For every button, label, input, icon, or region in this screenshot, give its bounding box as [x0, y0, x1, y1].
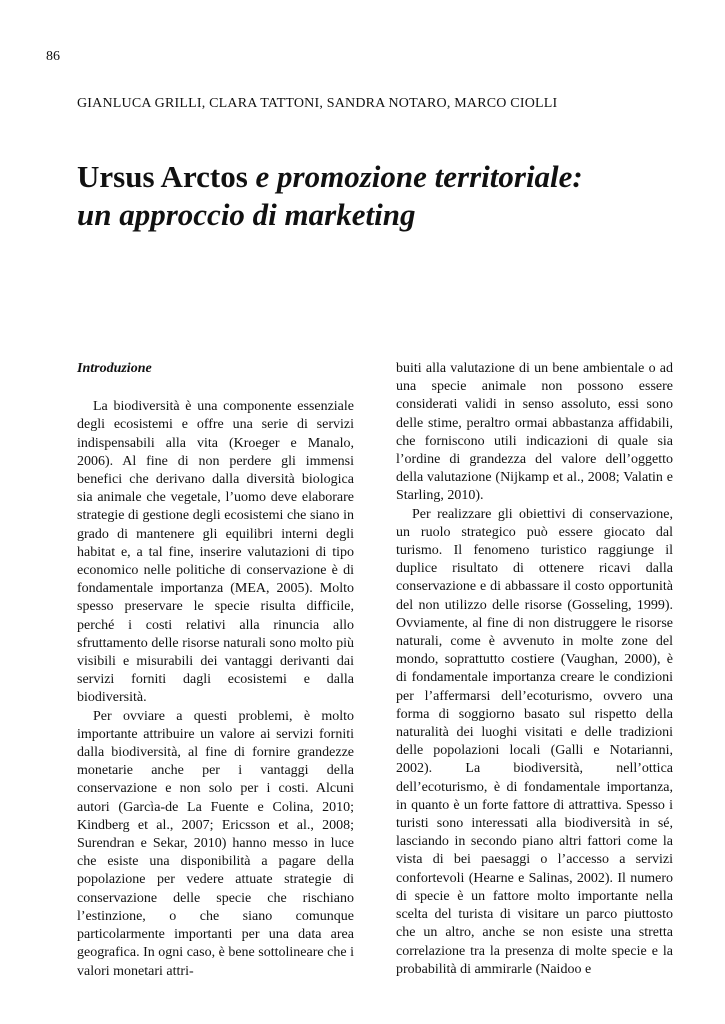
- paragraph: La biodiversità è una componente essenziale degli ecosistemi e offre una serie di servizi indispensabili alla vita (Kroeger e Manalo, 2006). Al fine di non perdere gli immensi benefici che derivano dalla diversità biologica sia animale che vegetale, l’uomo deve elaborare strategie di gestione degli ecosistemi che siano in grado di mantenere gli equilibri interni degli habitat e, a tal fine, inserire valutazioni di tipo economico nelle politiche di conservazione è di fondamentale importanza (MEA, 2005). Molto spesso preservare le specie risulta difficile, perché i costi relativi alla rinuncia allo sfruttamento delle risorse naturali sono molto più visibili e misurabili dei vantaggi derivanti dai servizi forniti dagli ecosistemi e dalla biodiversità.: [77, 399, 354, 706]
- title-species: Ursus Arctos: [77, 159, 248, 194]
- paragraph: buiti alla valutazione di un bene ambientale o ad una specie animale non possono essere considerati validi in senso assoluto, essi sono delle stime, peraltro ormai abbastanza affidabili, che forniscono utili indicazioni di quale sia l’ordine di grandezza del valore dell’oggetto della valutazione (Nijkamp et al., 2008; Valatin e Starling, 2010).: [396, 361, 673, 504]
- authors: GIANLUCA GRILLI, CLARA TATTONI, SANDRA NOTARO, MARCO CIOLLI: [77, 96, 558, 111]
- section-heading: Introduzione: [77, 361, 152, 376]
- page-number: 86: [46, 49, 60, 64]
- left-column: [77, 360, 354, 981]
- title-italic-part-2: un approccio di marketing: [77, 197, 416, 232]
- article-title: [77, 158, 677, 234]
- paragraph: Per realizzare gli obiettivi di conservazione, un ruolo strategico può essere giocato dal turismo. Il fenomeno turistico raggiunge il duplice risultato di ottenere ricavi dalla conservazione e di abbassare il costo opportunità del non utilizzo delle risorse (Gosseling, 1999). Ovviamente, al fine di non distruggere le risorse naturali, come è avvenuto in molte zone del mondo, soprattutto costiere (Vaughan, 2000), è di fondamentale importanza creare le condizioni per l’affermarsi dell’ecoturismo, ovvero una forma di soggiorno basato sul rispetto della naturalità dei luoghi visitati e delle tradizioni delle popolazioni locali (Galli e Notarianni, 2002). La biodiversità, nell’ottica dell’ecoturismo, è di fondamentale importanza, in quanto è un forte fattore di attrattiva. Spesso i turisti sono interessati alla biodiversità in sé, lasciando in secondo piano altri fattori come la vista di bei paesaggi o l’accesso a servizi confortevoli (Hearne e Salinas, 2002). Il numero di specie è un fattore molto importante nella scelta del turista di visitare un parco piuttosto che un altro, anche se non esiste una stretta correlazione tra la presenza di molte specie e la probabilità di ammirarle (Naidoo e: [396, 506, 673, 977]
- right-column: [396, 360, 673, 979]
- title-italic-part-1: e promozione territoriale:: [247, 159, 583, 194]
- paragraph: Per ovviare a questi problemi, è molto importante attribuire un valore ai servizi forniti dalla biodiversità, al fine di fornire grandezze monetarie anche per i vantaggi della conservazione e non solo per i costi. Alcuni autori (Garcìa-de La Fuente e Colina, 2010; Kindberg et al., 2007; Ericsson et al., 2008; Surendran e Sekar, 2010) hanno messo in luce che esiste una disponibilità a pagare della popolazione per vedere attuate strategie di conservazione delle specie che rischiano l’estinzione, o che siano comunque particolarmente importanti per una data area geografica. In ogni caso, è bene sottolineare che i valori monetari attri-: [77, 708, 354, 979]
